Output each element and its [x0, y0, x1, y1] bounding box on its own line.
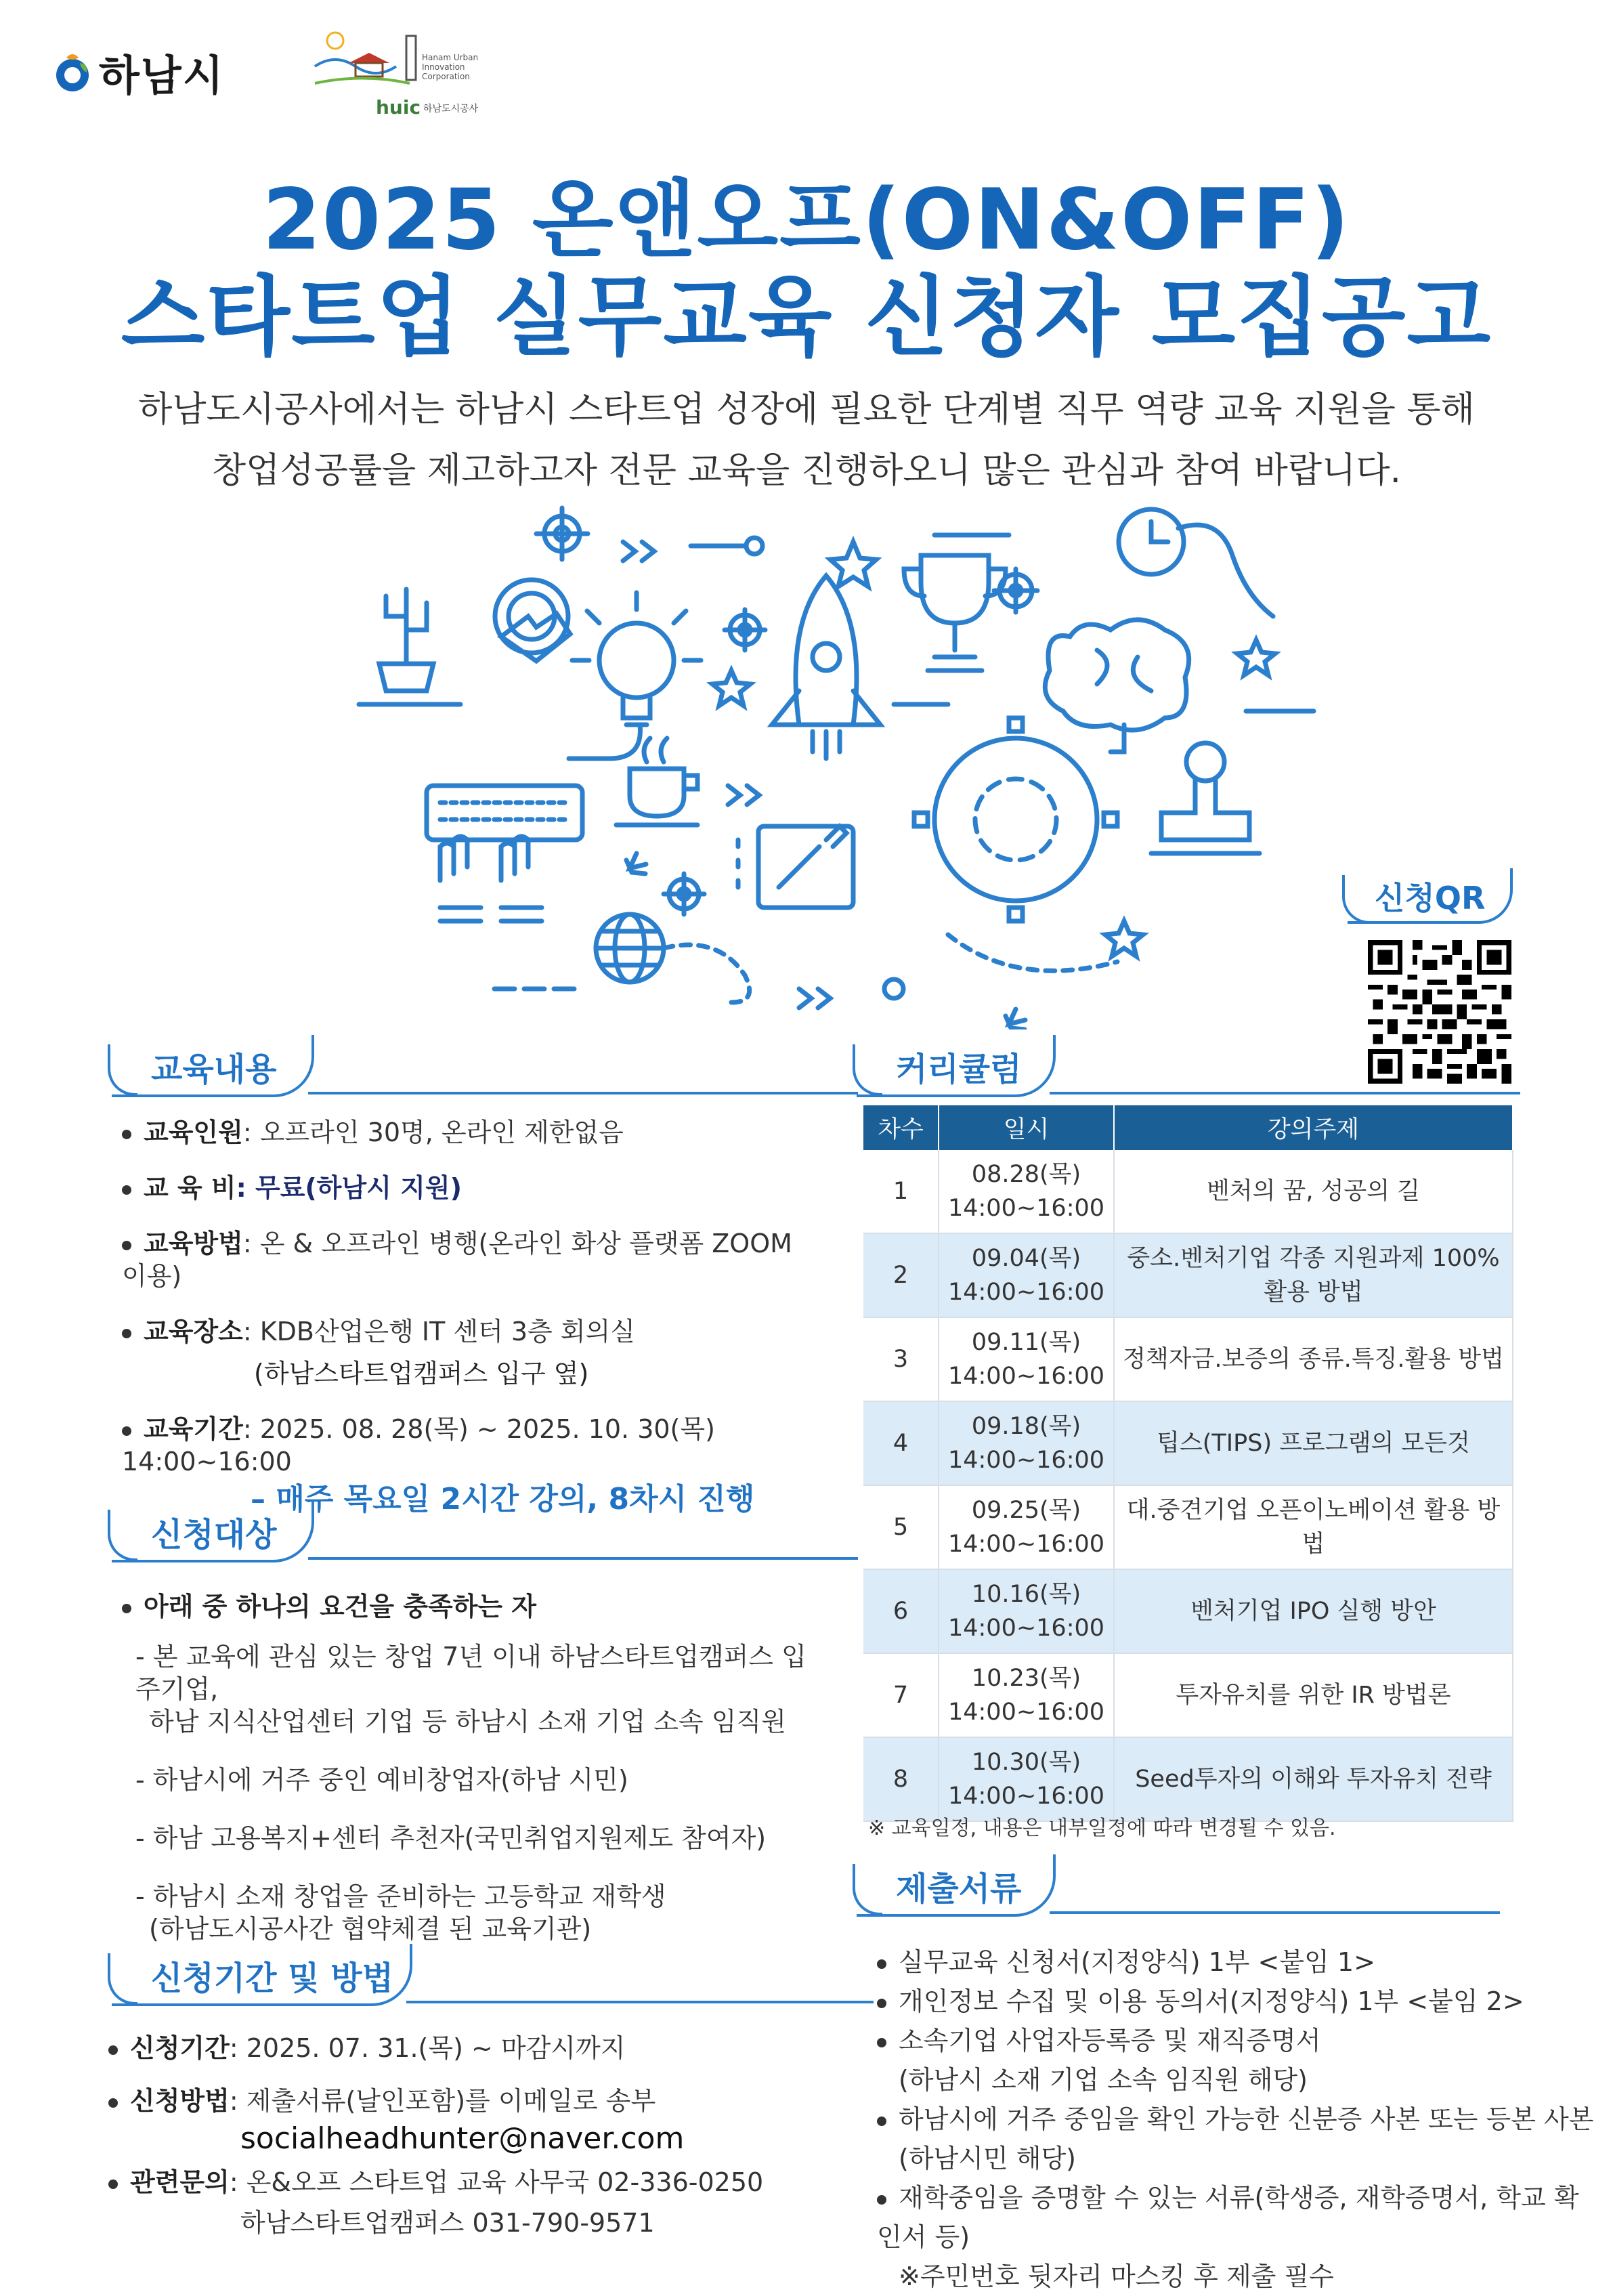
education-item: 교육장소: KDB산업은행 IT 센터 3층 회의실 (하남스타트업캠퍼스 입구 옆) [122, 1315, 813, 1390]
tablet-drawing-icon [738, 826, 853, 908]
target-lead: 아래 중 하나의 요건을 충족하는 자 [122, 1590, 813, 1623]
hanam-logo-text: 하남시 [99, 51, 225, 100]
target-section-header [112, 1500, 748, 1568]
title-line-1: 2025 온앤오프(ON&OFF) [262, 171, 1351, 269]
huic-logo [308, 26, 498, 121]
curriculum-note: ※ 교육일정, 내용은 내부일정에 따라 변경될 수 있음. [868, 1816, 1336, 1840]
star-icon [1237, 640, 1275, 675]
huic-english-name: Hanam Urban Innovation Corporation [422, 53, 479, 81]
hanam-city-logo [53, 42, 225, 102]
apply-period: 신청기간: 2025. 07. 31.(목) ~ 마감시까지 [108, 2032, 813, 2064]
col-header: 일시 [939, 1105, 1114, 1150]
document-item: 실무교육 신청서(지정양식) 1부 <붙임 1> [877, 1942, 1595, 1982]
star-icon [1105, 921, 1143, 956]
trophy-icon [904, 535, 1009, 671]
qr-section-header [1348, 868, 1524, 929]
coffee-cup-icon [616, 738, 697, 825]
star-icon [626, 853, 646, 874]
education-item: 교육기간: 2025. 08. 28(목) ~ 2025. 10. 30(목) 14:00~16:00 – 매주 목요일 2시간 강의, 8차시 진행 [122, 1414, 755, 1516]
target-list [122, 1590, 813, 1945]
qr-label: 신청QR [1375, 880, 1486, 916]
huic-logo-text: huic [376, 96, 421, 119]
target-icon [725, 610, 765, 650]
stamp-icon [1151, 743, 1260, 853]
apply-list [108, 2032, 813, 2239]
title-line-2: 스타트업 실무교육 신청자 모집공고 [121, 267, 1492, 368]
target-icon [664, 874, 704, 914]
apply-method: 신청방법: 제출서류(날인포함)를 이메일로 송부 [108, 2085, 813, 2117]
touch-hand-icon [495, 580, 570, 661]
table-row: 6 10.16(목) 14:00~16:00 벤처기업 IPO 실행 방안 [863, 1569, 1513, 1653]
table-header-row [863, 1105, 1513, 1150]
target-item: 하남 지식산업센터 기업 등 하남시 소재 기업 소속 임직원 [149, 1707, 786, 1737]
hanam-emblem-icon [53, 51, 92, 94]
education-heading: 교육내용 [151, 1050, 277, 1088]
apply-contact-2: 하남스타트업캠퍼스 031-790-9571 [240, 2208, 655, 2238]
apply-heading: 신청기간 및 방법 [151, 1959, 393, 1997]
star-icon [1006, 1009, 1025, 1029]
table-row: 3 09.11(목) 14:00~16:00 정책자금.보증의 종류.특징.활용 방법 [863, 1317, 1513, 1401]
documents-heading: 제출서류 [896, 1870, 1022, 1908]
chevron-right-icon [623, 542, 654, 561]
chevron-right-icon [728, 786, 759, 805]
documents-list [877, 1942, 1595, 2296]
table-row: 8 10.30(목) 14:00~16:00 Seed투자의 이해와 투자유치 전략 [863, 1737, 1513, 1821]
globe-icon [596, 914, 664, 982]
cactus-icon [359, 589, 460, 704]
target-heading: 신청대상 [151, 1516, 277, 1554]
table-row: 2 09.04(목) 14:00~16:00 중소.벤처기업 각종 지원과제 100% 활용 방법 [863, 1233, 1513, 1317]
target-icon [994, 569, 1037, 612]
apply-section-header [112, 1944, 762, 2012]
star-icon [830, 542, 876, 587]
table-row: 4 09.18(목) 14:00~16:00 팁스(TIPS) 프로그램의 모든것 [863, 1401, 1513, 1485]
startup-illustration [339, 501, 1368, 1029]
curriculum-section-header [857, 1035, 1520, 1103]
education-list [122, 1116, 813, 1516]
keyboard-hands-icon [427, 786, 582, 921]
apply-email-link[interactable]: socialheadhunter@naver.com [240, 2121, 685, 2156]
documents-section-header [857, 1854, 1520, 1922]
target-item: - 하남 고용복지+센터 추천자(국민취업지원제도 참여자) [135, 1823, 767, 1853]
education-item: 교 육 비: 무료(하남시 지원) [122, 1172, 813, 1204]
education-item: 교육방법: 온 & 오프라인 병행(온라인 화상 플랫폼 ZOOM 이용) [122, 1229, 792, 1291]
col-header: 강의주제 [1114, 1105, 1513, 1150]
document-item: 재학중임을 증명할 수 있는 서류(학생증, 재학증명서, 학교 확인서 등) ※주민번호 뒷자리 마스킹 후 제출 필수 [877, 2183, 1579, 2291]
table-row: 1 08.28(목) 14:00~16:00 벤처의 꿈, 성공의 길 [863, 1150, 1513, 1233]
brain-icon [1045, 620, 1188, 752]
table-row: 7 10.23(목) 14:00~16:00 투자유치를 위한 IR 방법론 [863, 1653, 1513, 1737]
target-item: - 하남시 소재 창업을 준비하는 고등학교 재학생 [135, 1882, 666, 1911]
target-item: (하남도시공사간 협약체결 된 교육기관) [149, 1914, 592, 1944]
col-header: 차수 [863, 1105, 939, 1150]
star-icon [712, 671, 750, 706]
gear-icon [914, 718, 1117, 921]
target-item: - 본 교육에 관심 있는 창업 7년 이내 하남스타트업캠퍼스 입주기업, [135, 1642, 806, 1704]
education-section-header [112, 1035, 748, 1103]
curriculum-table [863, 1105, 1513, 1822]
table-row: 5 09.25(목) 14:00~16:00 대.중견기업 오픈이노베이션 활용 방법 [863, 1485, 1513, 1569]
target-item: - 하남시에 거주 중인 예비창업자(하남 시민) [135, 1765, 628, 1795]
huic-logo-subtext: 하남도시공사 [423, 104, 479, 114]
apply-contact: 관련문의: 온&오프 스타트업 교육 사무국 02-336-0250 [108, 2166, 813, 2198]
education-item: 교육인원: 오프라인 30명, 온라인 제한없음 [122, 1116, 813, 1149]
document-item: 소속기업 사업자등록증 및 재직증명서 (하남시 소재 기업 소속 임직원 해당) [877, 2021, 1595, 2100]
document-item: 하남시에 거주 중임을 확인 가능한 신분증 사본 또는 등본 사본 (하남시민 해당) [877, 2100, 1595, 2178]
intro-line-1: 하남도시공사에서는 하남시 스타트업 성장에 필요한 단계별 직무 역량 교육 지원을 통해 [138, 389, 1475, 430]
curriculum-heading: 커리큘럼 [896, 1050, 1022, 1088]
document-item: 개인정보 수집 및 이용 동의서(지정양식) 1부 <붙임 2> [877, 1982, 1595, 2021]
chevron-right-icon [799, 989, 830, 1008]
lightbulb-icon [569, 593, 701, 759]
target-icon [536, 508, 588, 559]
clock-icon [1119, 509, 1273, 616]
intro-line-2: 창업성공률을 제고하고자 전문 교육을 진행하오니 많은 관심과 참여 바랍니다. [211, 450, 1402, 491]
